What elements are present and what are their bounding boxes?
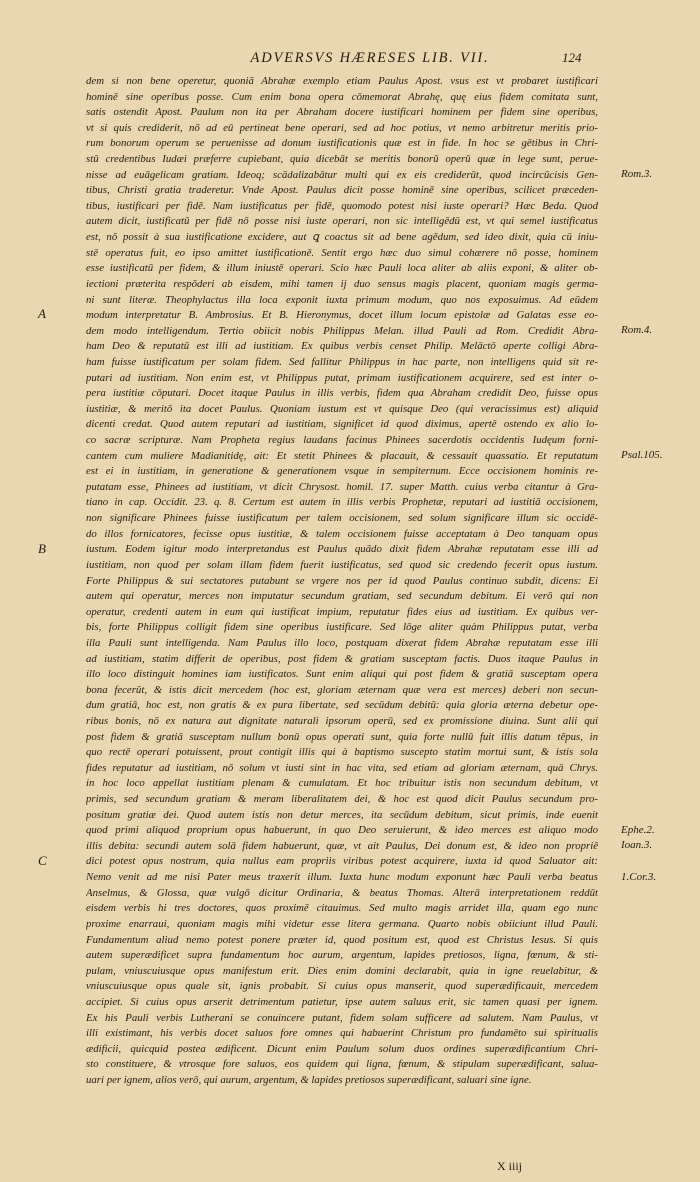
text-line: satis ostendit Apost. Paulum non ita per Abraham docere iustificari hominem per fidem sine operibus, <box>86 106 598 119</box>
text-line: dum gratiā, hoc est, non gratis & ex pura libertate, sed secūdum debitū: quia gloria æterna debetur ope- <box>86 699 598 712</box>
text-line: Fundamentum aliud nemo potest ponere præter id, quod positum est, quod est Christus Iesus. Si quis <box>86 933 598 946</box>
running-head: ADVERSVS HÆRESES LIB. VII. <box>250 50 490 66</box>
text-line: quo rectē operari potuissent, prout contigit illis qui à baptismo suscepto statim mortui sunt, & istis sola <box>86 746 598 759</box>
text-line: ædificii, quicquid postea ædificent. Dicunt enim Paulum solum duos ordines superædificantium Chri- <box>86 1042 598 1055</box>
text-line: putatam esse, Phinees ad iustitiam, vt dicit Chrysost. homil. 17. super Matth. cuius verba citantur à Gra- <box>86 480 598 493</box>
text-line: pera iustitiæ cōputari. Docet itaque Paulus in illis verbis, fidem qua Abraham credidit Deo, fuisse opus <box>86 387 598 400</box>
text-line: do illos fornicatores, fecisse opus iustitiæ, & talem occisionem fuisse acceptatam à Deo tanquam opus <box>86 527 598 540</box>
text-line: nisse ad euāgelicam gratiam. Ideoq; scādalizabātur multi qui ex eis crediderūt, quod incircūcisis Gen- <box>86 168 598 181</box>
text-line: non significare Phinees fuisse iustificatum per talem occisionem, sed solum significare illum sic occidē- <box>86 512 598 525</box>
text-line: est ei in iustitiam, in generatione & generationem vsque in sempiternum. Ecce occisionem hominis re- <box>86 465 598 478</box>
text-line: stē operatus fuit, eo ipso amittet iustificationē. Sentit ergo hæc duo simul cohærere nō posse, hominem <box>86 246 598 259</box>
text-line: proxime enarraui, quoniam magis mihi videtur esse litera germana. Quarto nobis obiiciunt illud Pauli. <box>86 917 598 930</box>
text-line: eisdem verbis hi tres doctores, quos proximē citauimus. Sed multo magis arridet illa, quam ego nunc <box>86 902 598 915</box>
text-line: dici potest opus nostrum, quia nullus eam propriis viribus potest acquirere, iuxta id quod Saluator ait: <box>86 855 598 868</box>
text-line: dicenti credat. Quod autem reputari ad iustitiam, significet id quod diximus, apertē ostendo ex alio lo- <box>86 418 598 431</box>
text-line: accipiet. Si cuius opus arserit detrimentum patietur, ipse autem saluus erit, sic tamen quasi per ignem. <box>86 995 598 1008</box>
text-line: Ex his Pauli verbis Lutherani se conuincere putant, fidem solam sufficere ad salutem. Nam Paulus, vt <box>86 1011 598 1024</box>
text-line: positum gratiæ dei. Quod autem istis non detur merces, ita secūdum debitum, sicut primis, inde euenit <box>86 808 598 821</box>
text-line: hominē sine operibus posse. Cum enim bona opera cōmemorat Abrahę, quę eius fidem comitata sunt, <box>86 90 598 103</box>
text-line: bis, forte Philippus colligit fidem sine operibus iustificare. Sed lōge aliter quàm Philippus putat, verba <box>86 621 598 634</box>
text-line: stū credentibus Iudæi præferre cupiebant, quia dicebāt se meritis bonorū operū quæ in lege sunt, perue- <box>86 153 598 166</box>
text-line: Nemo venit ad me nisi Pater meus traxerit illum. Iuxta hunc modum exponunt hæc Pauli verba beatus <box>86 871 598 884</box>
text-line: putari ad iustitiam. Non enim est, vt Philippus putat, primam iustificationem acquirere, sed est inter o- <box>86 371 598 384</box>
text-line: illo loco distinguit homines iam iustificatos. Sunt enim aliqui qui post fidem & gratiā susceptam opera <box>86 668 598 681</box>
text-line: tibus, iustificari per fidē. Nam iustificatus per fidē, quomodo potest nisi iuste operari? Hæc Beda. Quod <box>86 199 598 212</box>
margin-note: Rom.3. <box>621 167 653 180</box>
text-line: sto constituere, & vtrosque fore saluos, eos quidem qui ligna, fœnum, & stipulam superædificant, salua- <box>86 1058 598 1071</box>
margin-note: Rom.4. <box>621 323 653 336</box>
section-letter: C <box>38 853 47 868</box>
text-line: in hoc loco appellat iustitiam plenam & cumulatam. Et hoc tribuitur istis non secundum debitum, vt <box>86 777 598 790</box>
text-line: tiano in cap. Occidit. 23. q. 8. Certum est autem in illis verbis Prophetæ, reputari ad iustitiā occisionem, <box>86 496 598 509</box>
margin-note: Ioan.3. <box>621 839 653 852</box>
text-line: modum interpretatur B. Ambrosius. Et B. Hieronymus, docet illum locum epistolæ ad Galatas esse eo- <box>86 309 598 322</box>
text-line: illis debita: secundi autem solā fidem habuerunt, quæ, vt ait Paulus, Dei donum est, & ideo non propriē <box>86 839 598 852</box>
text-line: ni sunt literæ. Theophylactus illa loca exponit iuxta primum modum, quo nos exposuimus. Ad eūdem <box>86 293 598 306</box>
text-line: uari per ignem, alios verō, qui aurum, argentum, & lapides pretiosos superædificant, saluari sine igne. <box>86 1074 532 1086</box>
text-line: primis, sed secundum gratiam & meram liberalitatem dei, & hoc est quod dicit Paulus secundum pro- <box>86 793 598 806</box>
text-line: fides reputatur ad iustitiam, nō solum vt iusti sint in hac vita, sed etiam ad gloriam æternam, quā Chrys. <box>86 761 598 774</box>
text-line: co sacræ scripturæ. Nam Propheta regius laudans facinus Phinees sacerdotis occidentis Iudęum forni- <box>86 434 598 447</box>
text-line: ad iustitiam, statim differit de operibus, post fidem & gratiam susceptam factis. Duos itaque Paulus in <box>86 652 598 665</box>
text-line: iustitiæ, & meritō ita docet Paulus. Quoniam iustum est vt quisque Deo (qui veracissimus est) aliquid <box>86 402 598 415</box>
text-line: iustum. Eodem igitur modo interpretandus est Paulus quādo dixit fidem Abrahæ reputatam esse illi ad <box>86 543 598 556</box>
text-line: post fidem & gratiā susceptam nullum bonū opus operati sunt, quia forte nullū fuit illis datum tēpus, in <box>86 730 598 743</box>
text-line: iustitiam, non quod per solam illam fidem fuerit iustificatus, sed quod sic credendo fecerit opus iustum. <box>86 558 598 571</box>
text-line: cantem cum muliere Madianitidę, ait: Et stetit Phinees & placauit, & cessauit quassatio. Et reputatum <box>86 449 598 462</box>
text-line: tibus, Christi gratia traderetur. Vnde Apost. Paulus dicit posse hominē sine operibus, scilicet præceden- <box>86 184 598 197</box>
text-line: est, nō possit à sua iustificatione excidere, aut ꝗ coactus sit ad bene agēdum, sed ideo dixit, quia cū iniu- <box>86 231 598 244</box>
text-line: autem qui operatur, merces non imputatur secundum gratiam, sed secundum debitum. Ei verō qui non <box>86 590 598 603</box>
folio-number: 124 <box>562 50 582 65</box>
text-line: quod primi aliquod proprium opus habuerunt, in quo Deo seruierunt, & ideo merces est aliquo modo <box>86 824 598 837</box>
text-line: dem si non bene operetur, quoniā Abrahæ exemplo etiam Paulus Apost. vsus est vt probaret iustificari <box>86 75 598 87</box>
section-letter: A <box>38 306 46 322</box>
text-line: rum bonorum operum se peruenisse ad donum iustificationis quæ est in fide. In hoc se gētibus in Chri- <box>86 137 598 150</box>
text-line: vniuscuiusque opus quale sit, ignis probabit. Si cuius opus manserit, quod superædificauit, mercedem <box>86 980 598 993</box>
text-line: illa Pauli sunt intelligenda. Nam Paulus illo loco, postquam dixerat fidem Abrahæ reputatam esse illi <box>86 636 598 649</box>
margin-note: Ephe.2. <box>621 823 655 836</box>
text-line: ribus bonis, nō ex natura aut dignitate naturali ipsorum operū, sed ex promissione diuina. Sunt alii qui <box>86 714 598 727</box>
text-line: dem modo intelligendum. Tertio obiicit nobis Philippus Melan. illud Pauli ad Rom. Credidit Abra- <box>86 324 598 337</box>
catchword: X iiij <box>497 1159 523 1173</box>
text-line: autem superædificet supra fundamentum hoc aurum, argentum, lapides pretiosos, ligna, fœnum, & sti- <box>86 949 598 962</box>
margin-note: Psal.105. <box>621 448 663 461</box>
text-line: iectioni præterita respōderi ab eisdem, mihi tamen ij duo sensus magis placent, quoniam magis germa- <box>86 277 598 290</box>
text-line: operatur, credenti autem in eum qui iustificat impium, reputatur fides eius ad iustitiam. Ex quibus ver- <box>86 605 598 618</box>
text-line: ham fuisse iustificatum per solam fidem. Sed fallitur Philippus in hac parte, non intelligens quid sit re- <box>86 355 598 368</box>
text-line: bona fecerūt, & istis dicit mercedem (hoc est, gloriam æternam quæ vera est merces) deberi non secun- <box>86 683 598 696</box>
text-line: autem dicit, iustificatū per fidē nō posse nisi iuste operari, non sic intelligēdū est, vt qui semel iustificatus <box>86 215 598 228</box>
text-line: pulam, vniuscuiusque opus manifestum erit. Dies enim domini declarabit, quia in igne reuelabitur, & <box>86 964 598 977</box>
text-line: ham Deo & reputatū est illi ad iustitiam. Ex quibus verbis censet Philip. Melāctō aperte colligi Abra- <box>86 340 598 353</box>
text-line: esse iustificatū per fidem, & illum iniustē operari. Scio hæc Pauli loca aliter ab aliis exponi, & aliter ob- <box>86 262 598 275</box>
margin-note: 1.Cor.3. <box>621 870 657 883</box>
text-line: Anselmus, & Glossa, quæ vulgō dicitur Ordinaria, & beatus Thomas. Alterā interpretationem reddūt <box>86 886 598 899</box>
section-letter: B <box>38 540 46 556</box>
main-text-block <box>86 74 598 1089</box>
text-line: Forte Philippus & sui sectatores putabunt se vrgere nos per id quod Paulus continuo subdit, dicens: Ei <box>86 574 598 587</box>
text-line: vt si quis crediderit, nō ad eū pertineat bene operari, sed ad hoc potius, vt nemo arbitretur meritis prio- <box>86 121 598 134</box>
text-line: illi existimant, his verbis docet saluos fore omnes qui habuerint Christum pro fundamēto sui spiritualis <box>86 1027 598 1040</box>
